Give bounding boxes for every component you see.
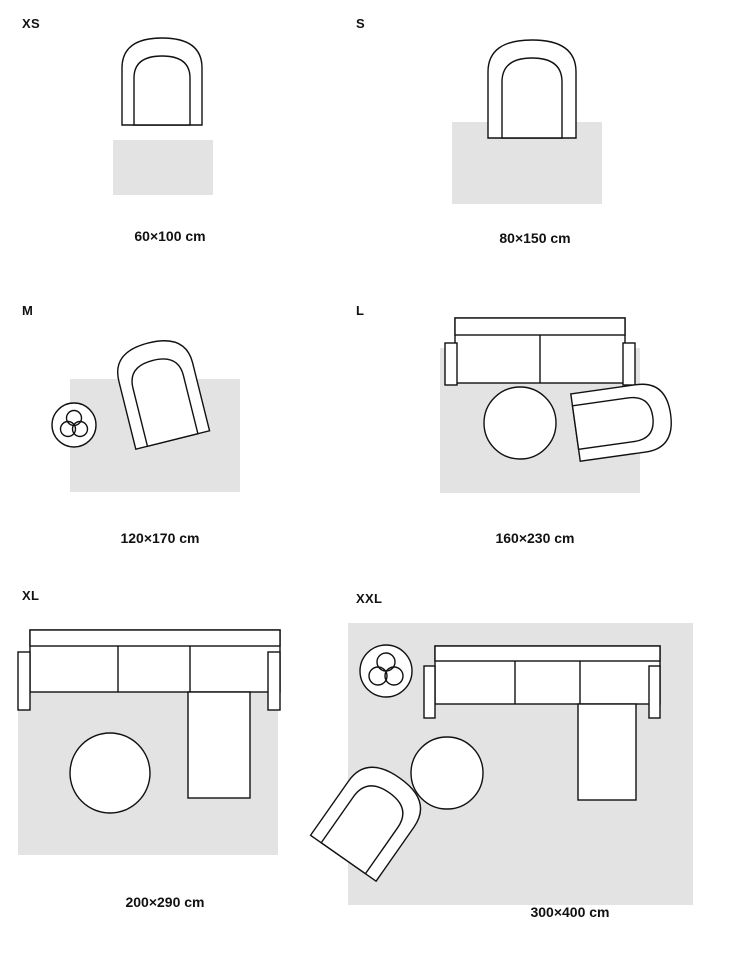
size-label-m: M	[22, 303, 34, 318]
size-cell-xs	[0, 0, 340, 270]
sofa-chaise-xxl	[578, 704, 636, 800]
sofa-arm-right-xl	[268, 652, 280, 710]
scene-xs-svg	[100, 30, 280, 200]
scene-xxl	[320, 618, 730, 908]
coffee-table-xl	[70, 733, 150, 813]
armchair-seat-s	[502, 58, 562, 138]
size-label-xxl: XXL	[356, 591, 383, 606]
size-cell-l	[340, 278, 730, 568]
scene-xs	[100, 30, 280, 200]
scene-s-svg	[430, 30, 650, 210]
dimension-label-l: 160×230 cm	[495, 530, 575, 546]
size-cell-xxl	[340, 576, 730, 960]
size-label-xs: XS	[22, 16, 40, 31]
scene-xxl-svg	[320, 618, 730, 908]
sofa-arm-left-xl	[18, 652, 30, 710]
scene-l	[400, 313, 700, 513]
size-label-s: S	[356, 16, 365, 31]
sofa-arm-right-xxl	[649, 666, 660, 718]
scene-xl-svg	[0, 618, 310, 878]
sofa-back-l	[455, 318, 625, 335]
dimension-label-xxl: 300×400 cm	[530, 904, 610, 920]
dimension-label-xs: 60×100 cm	[134, 228, 206, 244]
size-cell-m	[0, 278, 340, 568]
dimension-label-xl: 200×290 cm	[125, 894, 205, 910]
size-label-l: L	[356, 303, 365, 318]
scene-s	[430, 30, 650, 210]
dimension-label-m: 120×170 cm	[120, 530, 200, 546]
size-cell-s	[340, 0, 730, 270]
scene-l-svg	[400, 313, 700, 513]
size-label-xl: XL	[22, 588, 40, 603]
scene-m-svg	[40, 333, 270, 513]
armchair-l	[571, 381, 676, 462]
coffee-table-l	[484, 387, 556, 459]
sofa-back-xl	[30, 630, 280, 646]
sofa-arm-left-l	[445, 343, 457, 385]
armchair-seat-xs	[134, 56, 190, 125]
size-cell-xl	[0, 576, 340, 960]
scene-m	[40, 333, 270, 513]
sofa-arm-right-l	[623, 343, 635, 385]
rug-shape-xs	[113, 140, 213, 195]
sofa-chaise-xl	[188, 692, 250, 798]
scene-xl	[0, 618, 310, 878]
dimension-label-s: 80×150 cm	[499, 230, 571, 246]
sofa-arm-left-xxl	[424, 666, 435, 718]
coffee-table-xxl	[411, 737, 483, 809]
sofa-back-xxl	[435, 646, 660, 661]
